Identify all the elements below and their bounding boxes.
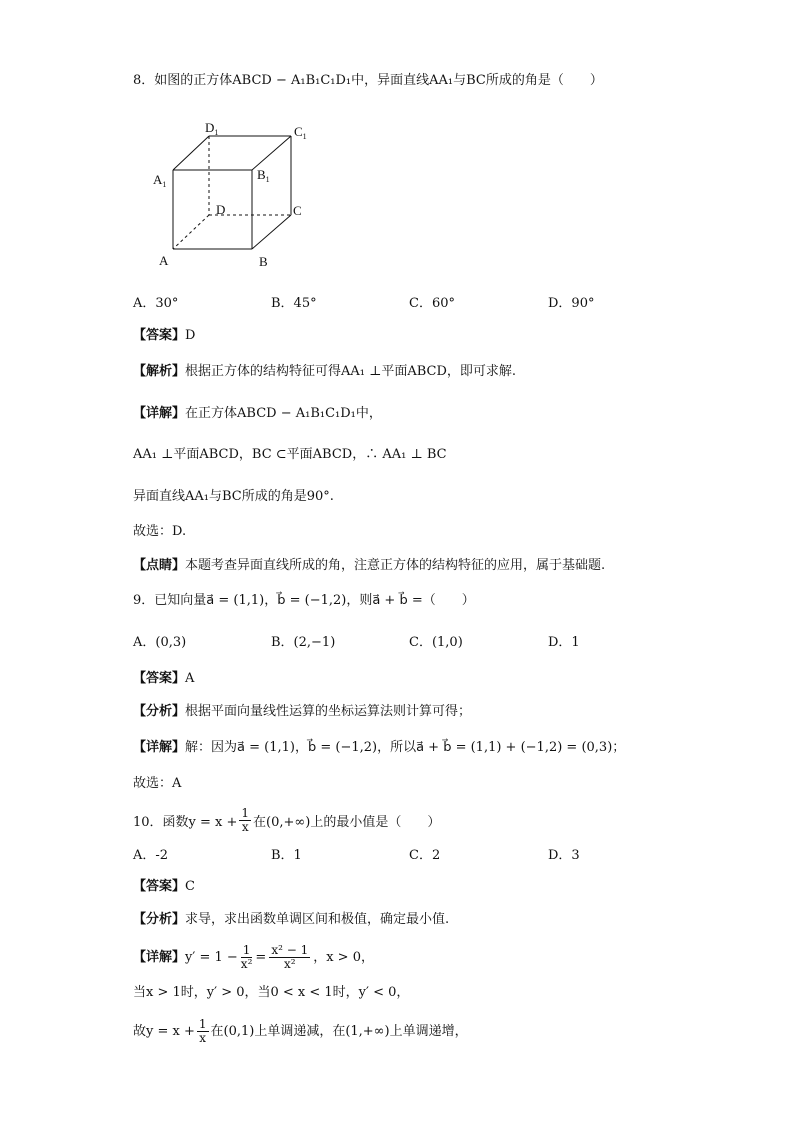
q9-stem: 9．已知向量a⃗ = (1,1)，b⃗ = (−1,2)，则a⃗ + b⃗ =（ ） — [133, 593, 475, 608]
q8-detail-2: AA₁ ⊥平面ABCD，BC ⊂平面ABCD，∴ AA₁ ⊥ BC — [133, 447, 447, 462]
label-B1: $B_1$ — [257, 167, 270, 184]
q10-option-a: A．-2 — [133, 848, 169, 863]
q10-detail-2: 当x > 1时，y′ > 0，当0 < x < 1时，y′ < 0， — [133, 985, 410, 1000]
q10-stem: 10．函数y = x + $\frac{1}{x}$ 在(0,+∞)上的最小值是（ ） — [133, 806, 441, 834]
label-D1: $D_1$ — [205, 120, 219, 137]
q10-detail-3: 故y = x + $\frac{1}{x}$ 在(0,1)上单调递减，在(1,+∞)上单调递增， — [133, 1017, 468, 1045]
q8-stem: 8．如图的正方体ABCD − A₁B₁C₁D₁中，异面直线AA₁与BC所成的角是（ ） — [133, 73, 603, 88]
q8-detail-1: 【详解】在正方体ABCD − A₁B₁C₁D₁中， — [133, 406, 382, 421]
fraction: $\frac{1}{x}$ — [198, 1017, 207, 1045]
label-B: B — [259, 254, 268, 269]
q8-option-d: D．90° — [548, 296, 595, 311]
q10-answer: 【答案】C — [133, 879, 195, 894]
q10-analysis: 【分析】求导，求出函数单调区间和极值，确定最小值. — [133, 912, 450, 927]
q10-option-d: D．3 — [548, 848, 580, 863]
q8-choice: 故选：D. — [133, 524, 187, 539]
q9-detail: 【详解】解：因为a⃗ = (1,1)，b⃗ = (−1,2)，所以a⃗ + b⃗ = (1,1) + (−1,2) = (0,3)； — [133, 740, 626, 755]
label-D: D — [216, 202, 226, 217]
q8-analysis: 【解析】根据正方体的结构特征可得AA₁ ⊥平面ABCD，即可求解. — [133, 364, 517, 379]
q8-detail-3: 异面直线AA₁与BC所成的角是90°. — [133, 489, 334, 504]
q8-option-c: C．60° — [409, 296, 455, 311]
q9-choice: 故选：A — [133, 776, 182, 791]
fraction: $\frac{1}{\text{x²}}$ — [240, 943, 253, 971]
label-C: C — [293, 203, 302, 218]
cube-figure — [145, 118, 345, 278]
q9-option-c: C．(1,0) — [409, 635, 463, 650]
q9-option-d: D．1 — [548, 635, 580, 650]
q8-comment: 【点睛】本题考查异面直线所成的角，注意正方体的结构特征的应用，属于基础题. — [133, 558, 606, 573]
q8-option-b: B．45° — [271, 296, 317, 311]
fraction: $\frac{\text{x² − 1}}{\text{x²}}$ — [271, 943, 309, 971]
fraction: $\frac{1}{x}$ — [241, 806, 250, 834]
q9-answer: 【答案】A — [133, 671, 195, 686]
q9-analysis: 【分析】根据平面向量线性运算的坐标运算法则计算可得； — [133, 704, 472, 719]
q8-option-a: A．30° — [133, 296, 179, 311]
q9-option-a: A．(0,3) — [133, 635, 187, 650]
q10-option-c: C．2 — [409, 848, 441, 863]
label-A1: $A_1$ — [153, 172, 167, 189]
q10-option-b: B．1 — [271, 848, 302, 863]
label-C1: $C_1$ — [294, 124, 307, 141]
q8-answer: 【答案】D — [133, 328, 196, 343]
q9-option-b: B．(2,−1) — [271, 635, 336, 650]
q10-detail: 【详解】 y′ = 1 − $\frac{1}{\text{x²}}$ = $\frac{\text{x² − 1}}{\text{x²}}$ ，x > 0， — [133, 943, 374, 971]
label-A: A — [159, 253, 169, 268]
